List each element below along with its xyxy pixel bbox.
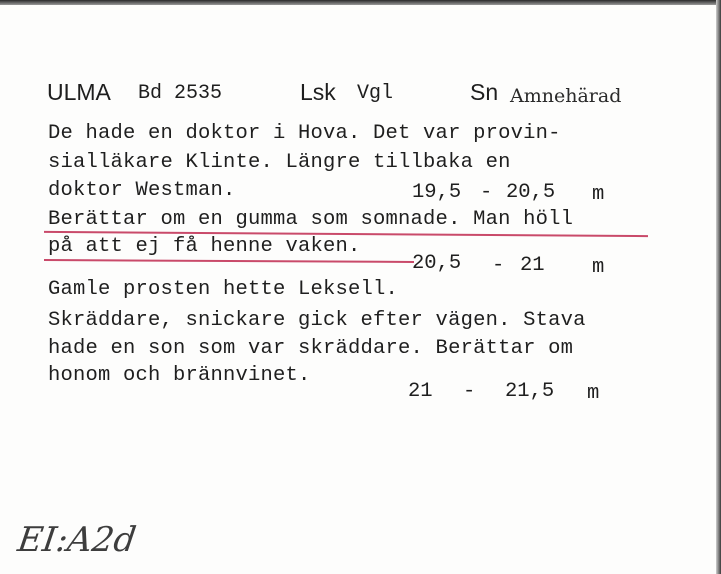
- text-line-3: doktor Westman.: [48, 179, 236, 202]
- card-top-edge: [0, 0, 721, 5]
- bd-number: Bd 2535: [138, 82, 223, 105]
- time-3-from: 21: [408, 380, 433, 403]
- text-line-4: Berättar om en gumma som somnade. Man höll: [48, 208, 574, 231]
- text-line-5: på att ej få henne vaken.: [48, 235, 361, 258]
- handwritten-signature: EI:A2d: [15, 520, 139, 560]
- card-right-edge: [716, 0, 721, 574]
- text-line-6: Gamle prosten hette Leksell.: [48, 278, 399, 301]
- sn-value: Amnehärad: [510, 85, 622, 107]
- text-line-2: sialläkare Klinte. Längre tillbaka en: [48, 151, 511, 174]
- time-2-sep: -: [492, 254, 505, 277]
- time-2-to: 21: [520, 254, 545, 277]
- time-2-from: 20,5: [412, 252, 462, 275]
- time-2-unit: m: [592, 256, 605, 279]
- time-1-sep: -: [480, 181, 493, 204]
- time-3-to: 21,5: [505, 380, 555, 403]
- text-line-1: De hade en doktor i Hova. Det var provin-: [48, 122, 561, 145]
- archive-code: ULMA: [47, 79, 111, 105]
- text-line-9: honom och brännvinet.: [48, 364, 311, 387]
- time-3-sep: -: [463, 380, 476, 403]
- lsk-value: Vgl: [357, 82, 394, 105]
- time-1-to: 20,5: [506, 181, 556, 204]
- time-1-unit: m: [592, 183, 605, 206]
- lsk-label: Lsk: [300, 79, 336, 105]
- text-line-7: Skräddare, snickare gick efter vägen. Stava: [48, 309, 586, 332]
- text-line-8: hade en son som var skräddare. Berättar om: [48, 337, 574, 360]
- sn-label: Sn: [470, 79, 499, 105]
- underline-2: [44, 259, 414, 263]
- time-3-unit: m: [587, 382, 600, 405]
- time-1-from: 19,5: [412, 181, 462, 204]
